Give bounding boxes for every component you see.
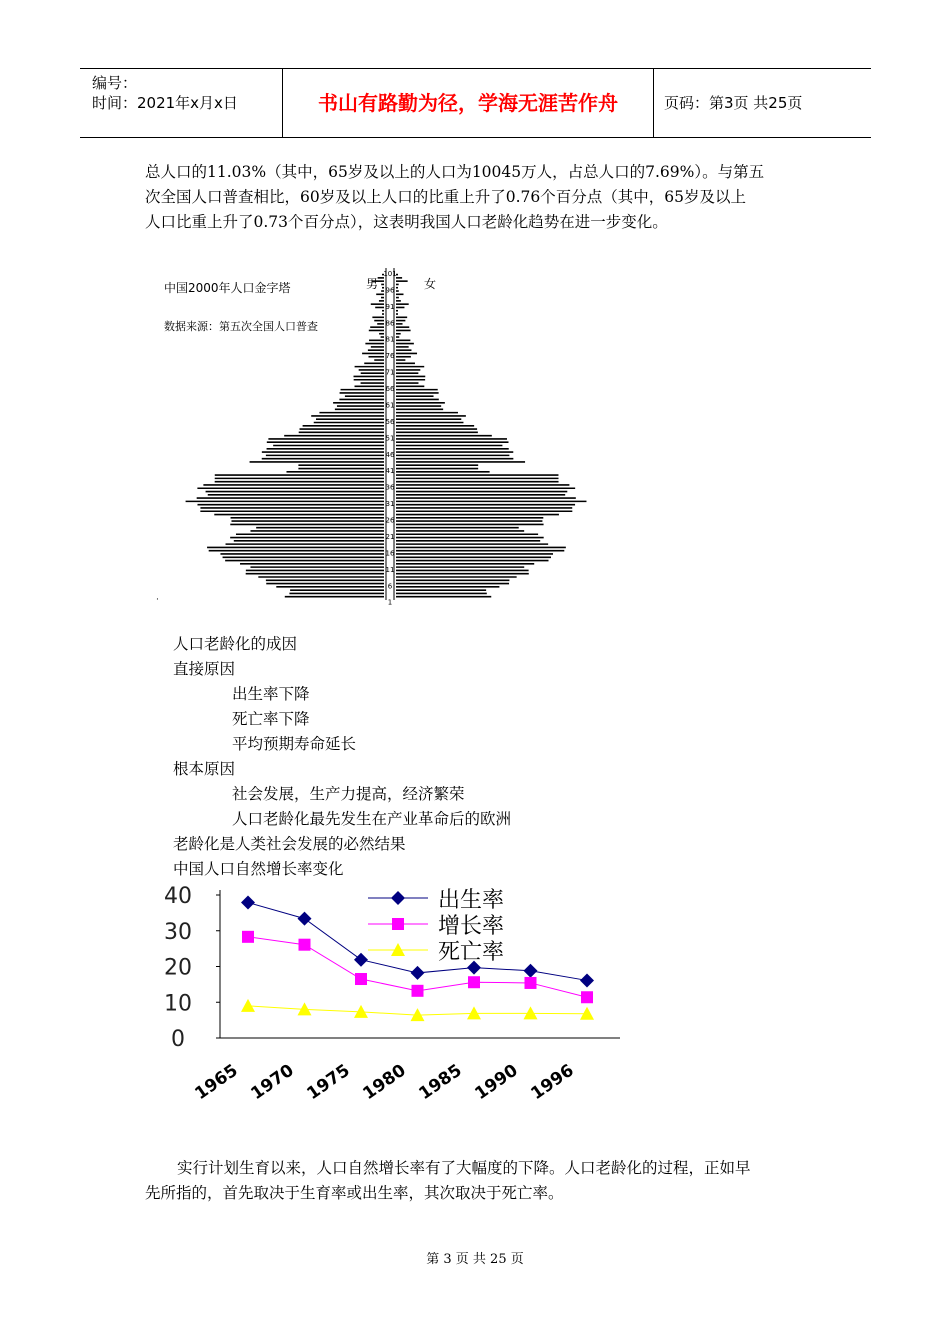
chart-y-tick-label: 40 bbox=[164, 884, 192, 909]
pyramid-age-tick: 31 bbox=[385, 500, 395, 509]
chart-legend-marker bbox=[391, 891, 405, 905]
pyramid-age-tick: 11 bbox=[385, 565, 395, 574]
pyramid-age-tick: 66 bbox=[385, 385, 395, 394]
paragraph-2 bbox=[145, 1156, 751, 1206]
pyramid-age-tick: 71 bbox=[385, 368, 395, 377]
outline-direct: 直接原因 bbox=[173, 660, 236, 678]
chart-x-tick-label: 1996 bbox=[527, 1060, 578, 1105]
pyramid-age-tick: 6 bbox=[387, 582, 393, 591]
chart-y-tick-label: 30 bbox=[164, 919, 192, 945]
chart-x-tick-label: 1965 bbox=[191, 1060, 242, 1105]
pyramid-female-label: 女 bbox=[424, 277, 437, 291]
pyramid-age-tick: 36 bbox=[385, 483, 395, 492]
outline-conclusion: 老龄化是人类社会发展的必然结果 bbox=[173, 835, 406, 853]
pyramid-age-tick: 61 bbox=[385, 401, 395, 410]
page-footer: 第 3 页 共 25 页 bbox=[426, 1252, 524, 1267]
chart-x-tick-label: 1975 bbox=[303, 1060, 354, 1105]
chart-caption: 中国人口自然增长率变化 bbox=[173, 860, 344, 878]
pyramid-age-tick: 91 bbox=[385, 302, 395, 311]
chart-data-point bbox=[241, 999, 255, 1012]
pyramid-age-tick: 16 bbox=[385, 549, 395, 558]
chart-data-point bbox=[355, 973, 367, 985]
pyramid-age-tick: 76 bbox=[385, 352, 395, 361]
pyramid-age-tick: 96 bbox=[385, 286, 395, 295]
chart-data-point bbox=[581, 991, 593, 1003]
paragraph-2-line: 先所指的，首先取决于生育率或出生率，其次取决于死亡率。 bbox=[145, 1184, 564, 1202]
chart-x-tick-label: 1990 bbox=[471, 1060, 522, 1105]
paragraph-2-line: 实行计划生育以来，人口自然增长率有了大幅度的下降。人口老龄化的过程，正如早 bbox=[177, 1159, 751, 1177]
pyramid-age-tick: 86 bbox=[385, 319, 395, 328]
paragraph-1-line: 总人口的11.03%（其中，65岁及以上的人口为10045万人，占总人口的7.69%）。与第五 bbox=[145, 163, 765, 181]
header-page-label: 页码：第3页 共25页 bbox=[664, 94, 803, 112]
paragraph-1-line: 次全国人口普查相比，60岁及以上人口的比重上升了0.76个百分点（其中，65岁及以上 bbox=[145, 188, 746, 206]
chart-data-point bbox=[524, 964, 538, 978]
page-header bbox=[80, 68, 871, 138]
chart-data-point bbox=[241, 896, 255, 910]
chart-y-tick-label: 0 bbox=[171, 1027, 185, 1052]
chart-y-tick-label: 20 bbox=[164, 955, 192, 981]
header-motto: 书山有路勤为径，学海无涯苦作舟 bbox=[283, 69, 654, 137]
pyramid-source: 数据来源：第五次全国人口普查 bbox=[164, 320, 318, 333]
outline-heading: 人口老龄化的成因 bbox=[173, 635, 298, 653]
chart-x-tick-label: 1980 bbox=[359, 1060, 410, 1105]
outline-root-item: 社会发展，生产力提高，经济繁荣 bbox=[232, 785, 465, 803]
growth-rate-chart bbox=[150, 880, 630, 1130]
outline-root: 根本原因 bbox=[173, 760, 236, 778]
paragraph-1-line: 人口比重上升了0.73个百分点），这表明我国人口老龄化趋势在进一步变化。 bbox=[145, 213, 668, 231]
number-label: 编号： bbox=[92, 74, 138, 92]
pyramid-title: 中国2000年人口金字塔 bbox=[164, 281, 291, 295]
chart-legend-label: 出生率 bbox=[438, 888, 505, 913]
population-pyramid bbox=[150, 258, 630, 608]
outline-direct-item: 死亡率下降 bbox=[232, 710, 310, 728]
chart-data-point bbox=[468, 976, 480, 988]
chart-legend-label: 死亡率 bbox=[438, 940, 505, 965]
pyramid-dot: · bbox=[156, 595, 159, 605]
pyramid-age-tick: 26 bbox=[385, 516, 395, 525]
chart-legend-marker bbox=[392, 918, 404, 930]
outline-direct-item: 平均预期寿命延长 bbox=[232, 735, 357, 753]
time-label: 时间：2021年x月x日 bbox=[92, 94, 238, 112]
pyramid-age-tick: 56 bbox=[385, 417, 395, 426]
pyramid-age-tick: 21 bbox=[385, 532, 395, 541]
chart-x-tick-label: 1985 bbox=[415, 1060, 466, 1105]
pyramid-male-label: 男 bbox=[366, 277, 379, 291]
pyramid-age-tick: 41 bbox=[385, 467, 395, 476]
pyramid-age-tick: 81 bbox=[385, 335, 395, 344]
chart-data-point bbox=[242, 931, 254, 943]
pyramid-age-tick: 101 bbox=[383, 270, 397, 278]
header-meta bbox=[80, 69, 283, 137]
chart-data-point bbox=[411, 966, 425, 980]
pyramid-age-tick: 1 bbox=[387, 598, 393, 607]
chart-legend-label: 增长率 bbox=[438, 914, 505, 939]
outline-root-item: 人口老龄化最先发生在产业革命后的欧洲 bbox=[232, 810, 512, 828]
paragraph-1 bbox=[145, 160, 764, 235]
chart-data-point bbox=[412, 985, 424, 997]
chart-y-tick-label: 10 bbox=[164, 991, 192, 1017]
chart-x-tick-label: 1970 bbox=[247, 1060, 298, 1105]
chart-data-point bbox=[354, 953, 368, 967]
chart-data-point bbox=[298, 912, 312, 926]
pyramid-age-tick: 51 bbox=[385, 434, 395, 443]
chart-data-point bbox=[299, 939, 311, 951]
chart-data-point bbox=[525, 977, 537, 989]
chart-data-point bbox=[580, 973, 594, 987]
pyramid-age-ticks bbox=[383, 270, 396, 607]
pyramid-age-tick: 46 bbox=[385, 450, 395, 459]
outline-direct-item: 出生率下降 bbox=[232, 685, 310, 703]
